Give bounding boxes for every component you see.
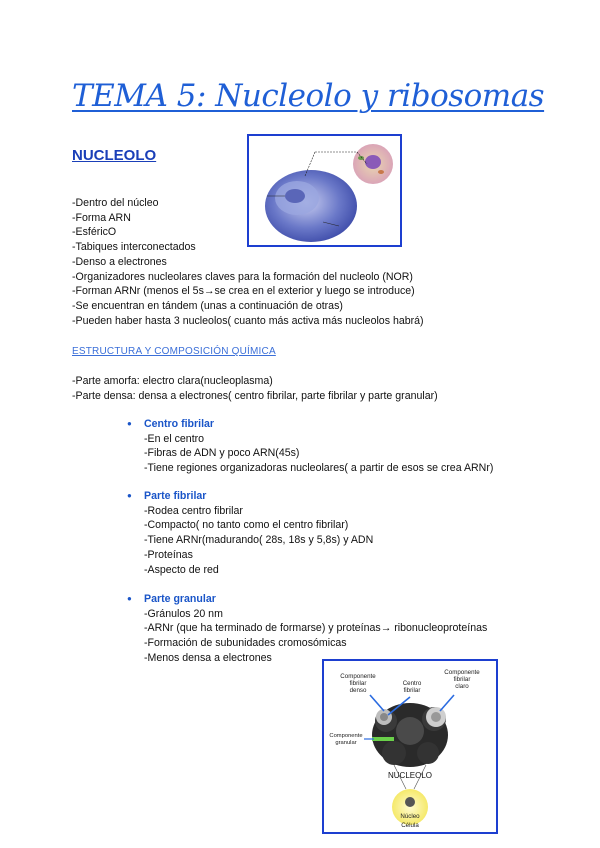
subsection-title: ESTRUCTURA Y COMPOSICIÓN QUÍMICA	[72, 346, 276, 357]
nucleolus-diagram-svg	[324, 661, 496, 832]
label-granular: Componente	[329, 733, 363, 739]
composition-list	[72, 374, 438, 403]
composition-line: -Parte densa: densa a electrones( centro fibrilar, parte fibrilar y parte granular)	[72, 389, 438, 402]
bullet-item: -Fibras de ADN y poco ARN(45s)	[144, 447, 300, 460]
nucleolus-mass	[372, 703, 448, 767]
bullet-item: -Menos densa a electrones	[144, 651, 272, 664]
composition-line: -Parte amorfa: electro clara(nucleoplasma)	[72, 375, 273, 387]
bullet-item: -Compacto( no tanto como el centro fibrilar)	[144, 519, 349, 532]
intro-line: -EsféricO	[72, 226, 117, 239]
label-fibrilar-denso: denso	[349, 687, 367, 694]
label-fibrilar-claro: fibrilar	[453, 676, 471, 683]
label-fibrilar-claro: Componente	[444, 669, 480, 676]
bullet-title: ● Centro fibrilar	[127, 417, 493, 432]
intro-list	[72, 196, 424, 328]
bullet-item: -Gránulos 20 nm	[144, 607, 223, 620]
bullet-item: -Proteínas	[144, 548, 193, 561]
intro-line: -Forma ARN	[72, 211, 131, 224]
bullet-item: -Formación de subunidades cromosómicas	[144, 637, 347, 650]
nucleus-circle	[405, 797, 415, 807]
bullet-item: -En el centro	[144, 432, 205, 445]
bullet-parte-fibrilar	[127, 489, 373, 577]
intro-line: -Denso a electrones	[72, 255, 167, 268]
label-celula: Célula	[401, 822, 419, 829]
label-granular: granular	[335, 740, 357, 746]
intro-line: -Forman ARNr (menos el 5s→se crea en el exterior y luego se introduce)	[72, 285, 415, 298]
bullet-item: -Tiene regiones organizadoras nucleolares( a partir de esos se crea ARNr)	[144, 462, 494, 475]
bullet-item: -Rodea centro fibrilar	[144, 504, 243, 517]
intro-line: -Se encuentran en tándem (unas a continuación de otras)	[72, 299, 343, 312]
section-title: NUCLEOLO	[72, 147, 157, 164]
nucleolus-diagram	[322, 659, 498, 834]
bullet-title: ● Parte fibrilar	[127, 489, 373, 504]
intro-line: -Tabiques interconectados	[72, 241, 196, 254]
label-fibrilar-denso: Componente	[340, 673, 376, 680]
bullet-item: -ARNr (que ha terminado de formarse) y proteínas→ ribonucleoproteínas	[144, 622, 488, 635]
label-fibrilar-denso: fibrilar	[349, 680, 367, 687]
bullet-parte-granular	[127, 592, 487, 666]
bullet-centro-fibrilar	[127, 417, 493, 476]
label-nucleo: Núcleo	[400, 813, 420, 820]
intro-line: -Organizadores nucleolares claves para la formación del nucleolo (NOR)	[72, 270, 413, 283]
label-nucleolo: NUCLEOLO	[387, 771, 433, 780]
intro-line: -Dentro del núcleo	[72, 197, 159, 209]
label-fibrilar-claro: claro	[455, 683, 469, 690]
bullet-item: -Aspecto de red	[144, 563, 219, 576]
intro-line: -Pueden haber hasta 3 nucleolos( cuanto más activa más nucleolos habrá)	[72, 314, 424, 327]
page-title: TEMA 5: Nucleolo y ribosomas	[72, 78, 545, 114]
bullet-item: -Tiene ARNr(madurando( 28s, 18s y 5,8s) y ADN	[144, 534, 374, 547]
label-centro-fibrilar: fibrilar	[403, 687, 421, 694]
bullet-title: ● Parte granular	[127, 592, 487, 607]
label-centro-fibrilar: Centro	[402, 680, 422, 687]
